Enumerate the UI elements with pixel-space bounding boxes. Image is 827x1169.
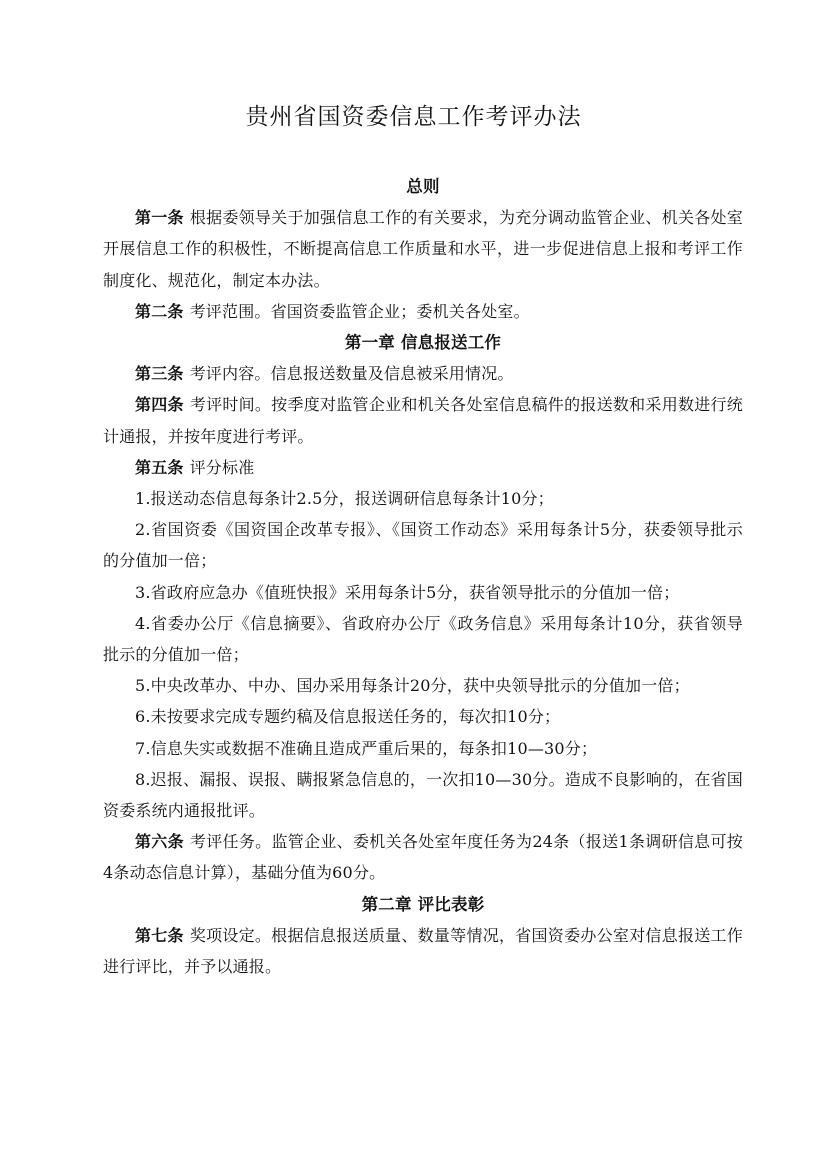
article-1-text: 根据委领导关于加强信息工作的有关要求，为充分调动监管企业、机关各处室开展信息工作的积极性，不断提高信息工作质量和水平，进一步促进信息上报和考评工作制度化、规范化，制定本办法。: [103, 208, 743, 290]
document-body: [103, 171, 743, 982]
section-heading-general: 总则: [406, 177, 440, 196]
article-7-text: 奖项设定。根据信息报送质量、数量等情况，省国资委办公室对信息报送工作进行评比，并予以通报。: [103, 925, 743, 977]
article-3-label: 第三条: [135, 364, 184, 384]
article-2: [103, 296, 743, 327]
article-2-text: 考评范围。省国资委监管企业；委机关各处室。: [189, 301, 530, 321]
standard-item-4: 4.省委办公厅《信息摘要》、省政府办公厅《政务信息》采用每条计10分，获省领导批示的分值加一倍；: [103, 613, 743, 665]
standard-item-2: 2.省国资委《国资国企改革专报》、《国资工作动态》采用每条计5分，获委领导批示的分值加一倍；: [103, 520, 743, 571]
standard-item-6: 6.未按要求完成专题约稿及信息报送任务的，每次扣10分；: [135, 707, 561, 727]
article-5-text: 评分标准: [189, 457, 255, 477]
document-title: 贵州省国资委信息工作考评办法: [245, 104, 582, 130]
standard-item-3: 3.省政府应急办《值班快报》采用每条计5分，获省领导批示的分值加一倍；: [135, 582, 680, 602]
standard-item-7: 7.信息失实或数据不准确且造成严重后果的，每条扣10—30分；: [135, 738, 598, 758]
standard-item-8: 8.迟报、漏报、误报、瞒报紧急信息的，一次扣10—30分。造成不良影响的，在省国资委系统内通报批评。: [103, 769, 743, 821]
article-5-label: 第五条: [135, 457, 184, 477]
chapter-1-heading: 第一章 信息报送工作: [344, 333, 502, 353]
article-6-text: 考评任务。监管企业、委机关各处室年度任务为24条（报送1条调研信息可按4条动态信息计算），基础分值为60分。: [103, 832, 743, 883]
chapter-2-heading: 第二章 评比表彰: [361, 894, 485, 914]
article-4-text: 考评时间。按季度对监管企业和机关各处室信息稿件的报送数和采用数进行统计通报，并按年度进行考评。: [103, 395, 743, 446]
article-1-label: 第一条: [135, 208, 184, 228]
article-7: [103, 920, 743, 982]
article-3-text: 考评内容。信息报送数量及信息被采用情况。: [189, 364, 514, 384]
article-4-label: 第四条: [135, 395, 184, 415]
standard-item-5: 5.中央改革办、中办、国办采用每条计20分，获中央领导批示的分值加一倍；: [135, 676, 690, 696]
article-6: [103, 826, 743, 888]
article-6-label: 第六条: [135, 832, 184, 852]
article-3: [103, 358, 743, 389]
article-5: [103, 452, 743, 483]
article-1: [103, 202, 743, 296]
standard-item-1: 1.报送动态信息每条计2.5分，报送调研信息每条计10分；: [135, 489, 554, 509]
article-7-label: 第七条: [135, 925, 184, 945]
article-4: [103, 389, 743, 451]
article-2-label: 第二条: [135, 301, 184, 321]
